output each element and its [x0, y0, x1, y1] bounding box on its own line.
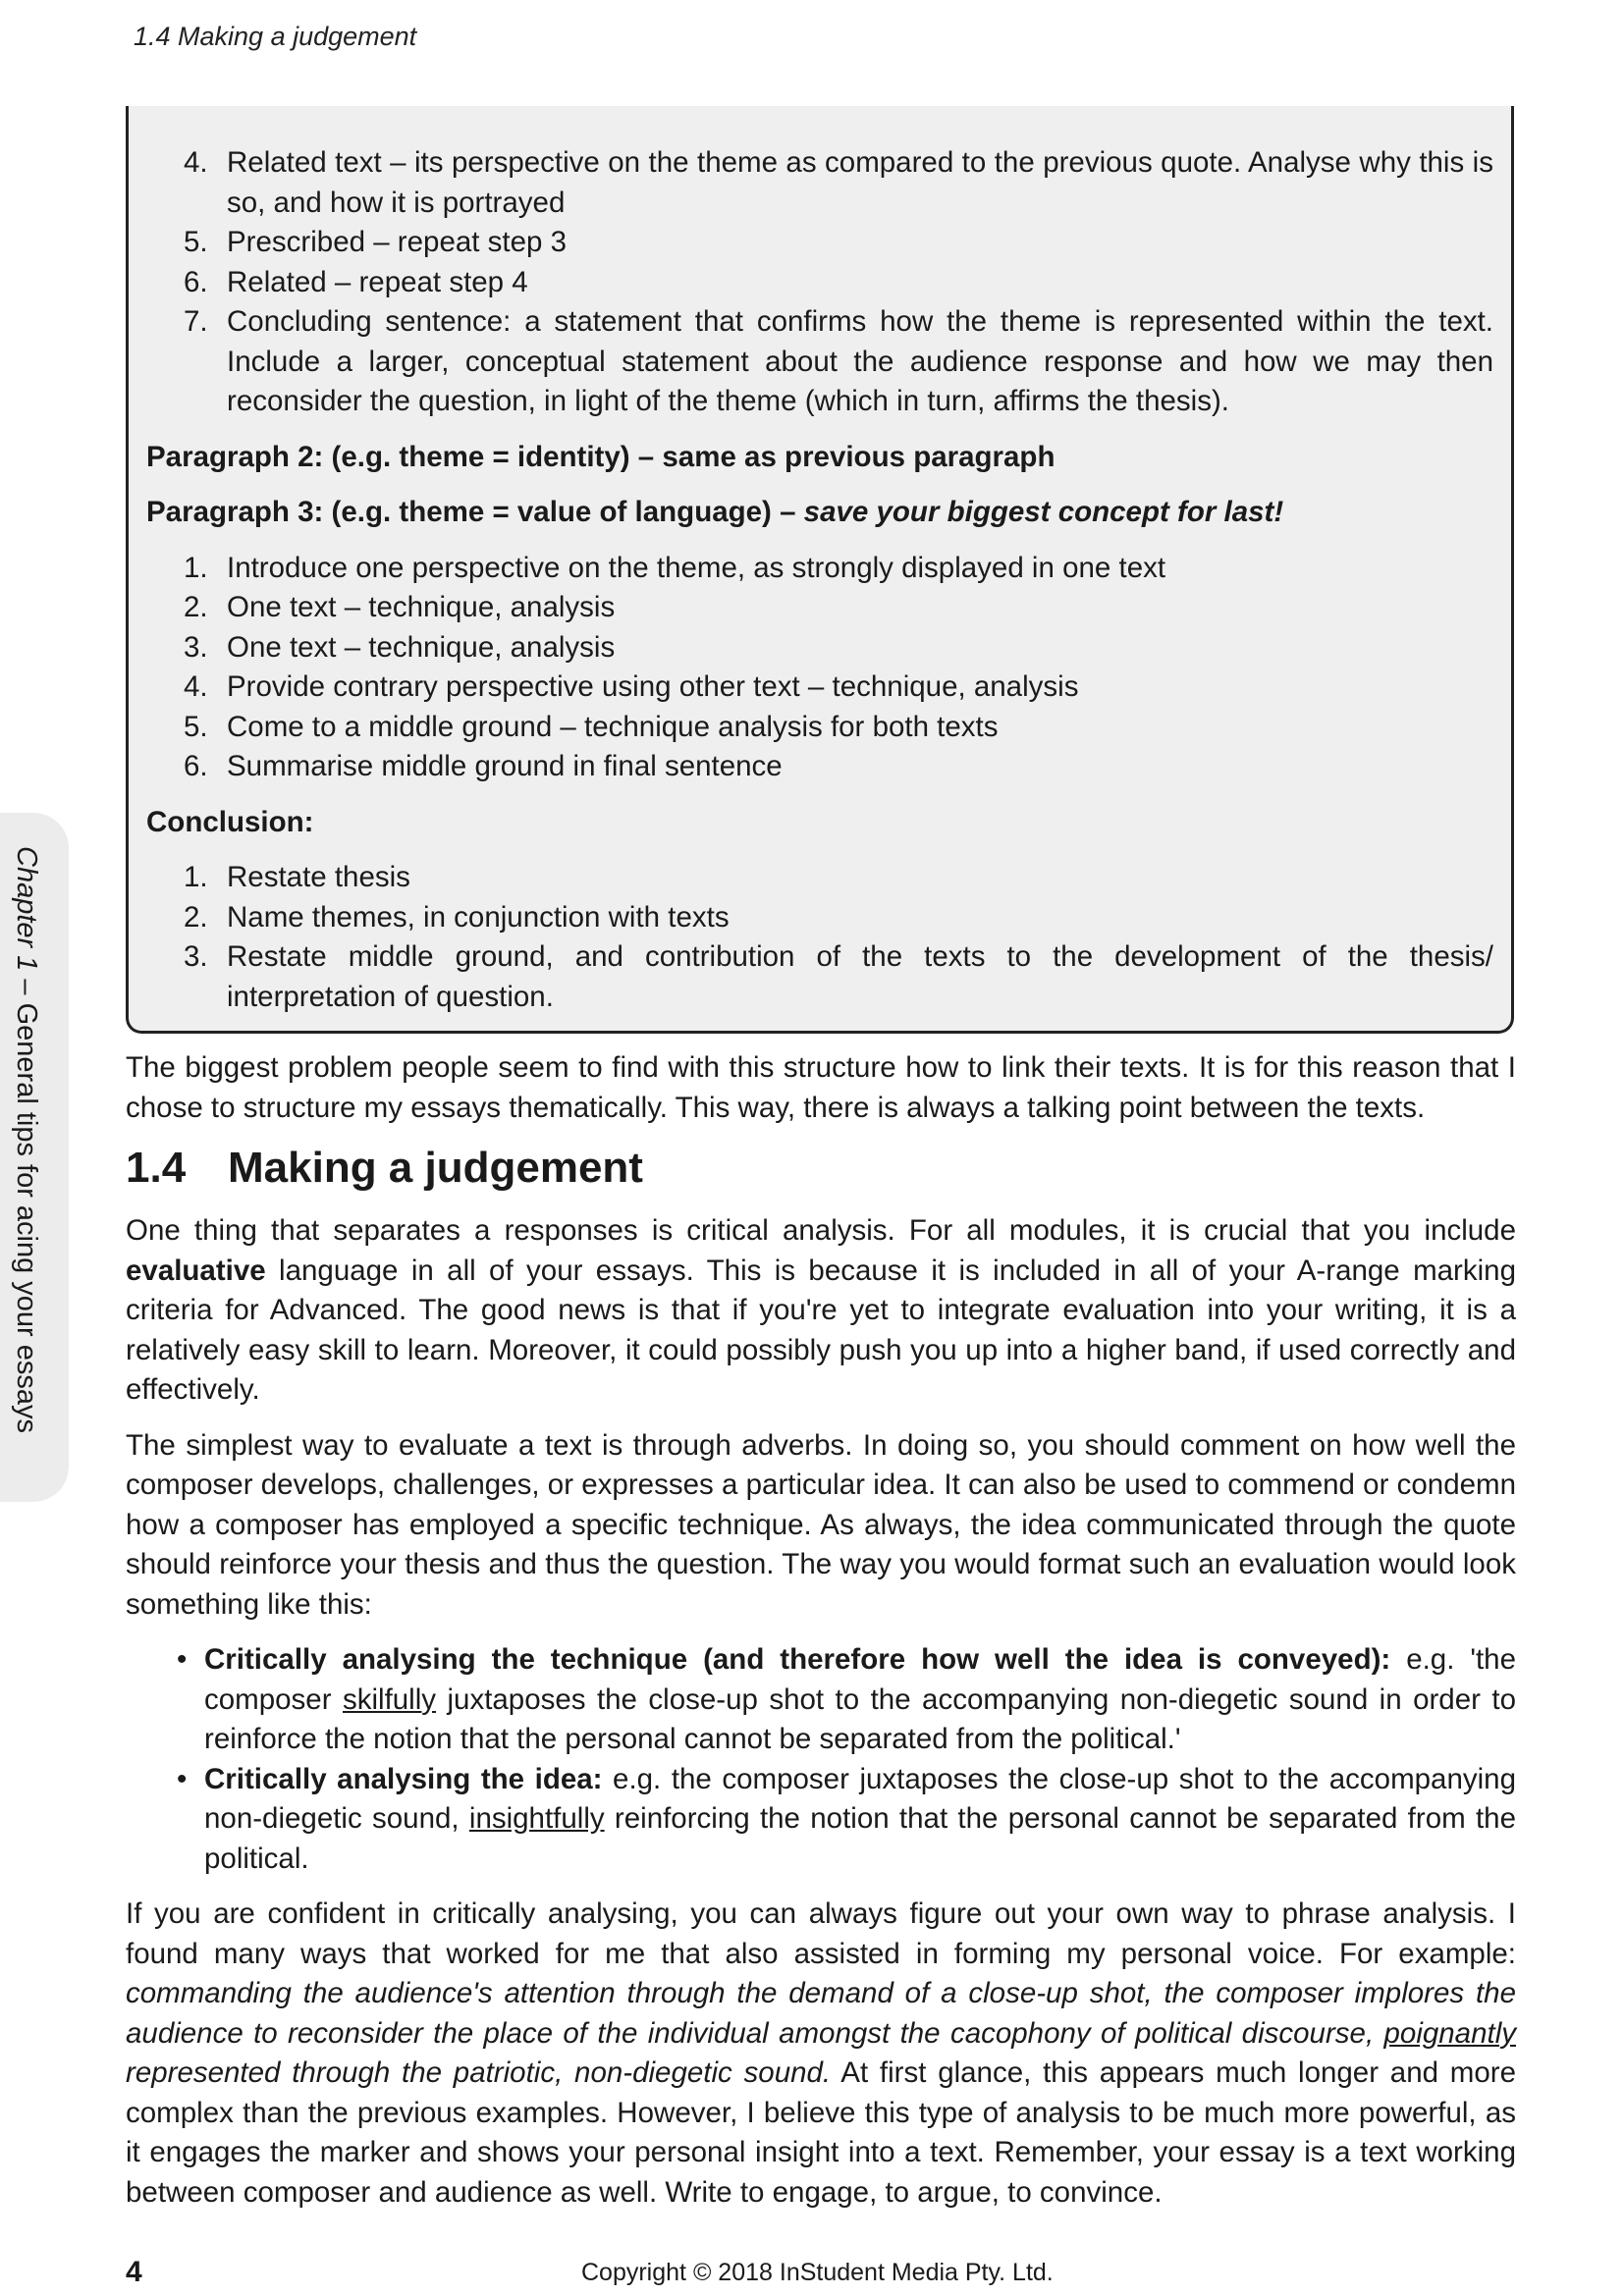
paragraph: [126, 1895, 1516, 2213]
essay-structure-box: [126, 106, 1514, 1034]
italic-example: commanding the audience's attention through the demand of a close-up shot, the composer implores the audience to reconsider the place of the individual amongst the cacophony of political discourse,: [126, 1977, 1516, 2050]
chapter-label: Chapter 1: [11, 846, 42, 972]
text-run: At first glance, this appears much longer and more complex than the previous examples. However, I believe this type of analysis to be much more powerful, as it engages the marker and shows your personal insight into a text. Remember, your essay is a text working between composer and audience as well. Write to engage, to argue, to convince.: [126, 2056, 1516, 2209]
bullet-icon: •: [177, 1643, 188, 1676]
paragraph: [126, 1211, 1516, 1411]
list-item: [126, 1760, 1516, 1880]
list-text: Restate thesis: [227, 861, 410, 893]
section-body: [126, 1211, 1516, 2213]
running-head: 1.4 Making a judgement: [134, 22, 417, 51]
list-text: Restate middle ground, and contribution of the texts to the development of the thesis/ interpretation of question.: [227, 940, 1493, 1013]
list-item: [146, 549, 1493, 589]
list-text: Prescribed – repeat step 3: [227, 226, 568, 258]
list-number: 6.: [184, 265, 208, 298]
section-title: Making a judgement: [228, 1144, 643, 1192]
text-run: juxtaposes the close-up shot to the accompanying non-diegetic sound in order to reinforce the notion that the personal cannot be separated from the political.': [204, 1682, 1516, 1755]
paragraph3-heading-emphasis: save your biggest concept for last!: [803, 496, 1284, 528]
underlined-adverb: skilfully: [342, 1682, 437, 1716]
list-text: Related – repeat step 4: [227, 265, 528, 298]
italic-example: represented through the patriotic, non-diegetic sound.: [126, 2056, 832, 2089]
list-number: 3.: [184, 940, 208, 973]
list-number: 4.: [184, 670, 208, 703]
list-text: Name themes, in conjunction with texts: [227, 900, 730, 934]
list-text: Summarise middle ground in final sentence: [227, 750, 783, 782]
list-number: 5.: [184, 710, 208, 743]
list-text: Come to a middle ground – technique analysis for both texts: [227, 710, 999, 743]
list-item: [126, 1640, 1516, 1760]
after-box-paragraph: [126, 1048, 1516, 1128]
paragraph3-steps-list: [146, 549, 1493, 787]
bold-term: Critically analysing the idea:: [204, 1762, 603, 1795]
list-number: 3.: [184, 630, 208, 664]
conclusion-steps-list: [146, 858, 1493, 1017]
page-number: 4: [126, 2256, 142, 2288]
list-number: 1.: [184, 861, 208, 893]
paragraph3-heading: [146, 493, 1493, 533]
conclusion-heading: Conclusion:: [146, 805, 314, 838]
list-item: [146, 708, 1493, 748]
list-item: [146, 858, 1493, 898]
paragraph: The biggest problem people seem to find with this structure how to link their texts. It is for this reason that I chose to structure my essays thematically. This way, there is always a talking point between the texts.: [126, 1051, 1516, 1124]
list-item: [146, 628, 1493, 668]
list-text: One text – technique, analysis: [227, 591, 616, 623]
list-text: Related text – its perspective on the theme as compared to the previous quote. Analyse why this is so, and how it is portrayed: [227, 146, 1493, 219]
list-number: 4.: [184, 146, 208, 179]
list-item: [146, 747, 1493, 787]
list-text: One text – technique, analysis: [227, 630, 616, 664]
chapter-side-tab-label: [10, 846, 42, 1433]
text-run: e.g. the composer juxtaposes the close-up shot to the accompanying non-diegetic sound,: [204, 1762, 1516, 1835]
text-run: reinforcing the notion that the personal cannot be separated from the political.: [204, 1802, 1516, 1875]
list-number: 2.: [184, 900, 208, 934]
text-run: e.g. 'the composer: [204, 1643, 1516, 1716]
list-item: [146, 588, 1493, 628]
list-number: 5.: [184, 226, 208, 258]
list-number: 2.: [184, 591, 208, 623]
list-item: [146, 937, 1493, 1017]
chapter-title: – General tips for acing your essays: [11, 971, 42, 1434]
list-item: [146, 223, 1493, 263]
underlined-adverb: insightfully: [468, 1802, 605, 1835]
list-item: [146, 143, 1493, 223]
list-item: [146, 302, 1493, 422]
list-item: [146, 263, 1493, 303]
list-text: Concluding sentence: a statement that confirms how the theme is represented within the text. Include a larger, conceptual statement about the audience response and how we may then reconsider the question, in light of the theme (which in turn, affirms the thesis).: [227, 305, 1493, 417]
copyright-notice: Copyright © 2018 InStudent Media Pty. Ltd.: [581, 2259, 1054, 2286]
list-number: 1.: [184, 551, 208, 584]
text-run: One thing that separates a responses is critical analysis. For all modules, it is crucial that you include: [126, 1214, 1516, 1247]
list-text: Introduce one perspective on the theme, as strongly displayed in one text: [227, 551, 1166, 584]
bold-term: Critically analysing the technique (and therefore how well the idea is conveyed):: [204, 1643, 1391, 1676]
list-text: Provide contrary perspective using other text – technique, analysis: [227, 670, 1079, 703]
evaluation-bullets: [126, 1640, 1516, 1879]
list-item: [146, 667, 1493, 708]
underlined-adverb: poignantly: [1383, 2016, 1516, 2050]
bullet-icon: •: [177, 1762, 188, 1795]
paragraph3-heading-text: Paragraph 3: (e.g. theme = value of language) –: [146, 496, 804, 528]
text-run: If you are confident in critically analysing, you can always figure out your own way to phrase analysis. I found many ways that worked for me that also assisted in forming my personal voice. For example:: [126, 1897, 1516, 1970]
paragraph1-steps-list: [146, 143, 1493, 422]
bold-term: evaluative: [126, 1254, 266, 1287]
section-heading: [126, 1144, 643, 1193]
text-run: language in all of your essays. This is because it is included in all of your A-range marking criteria for Advanced. The good news is that if you're yet to integrate evaluation into your writing, it is a relatively easy skill to learn. Moreover, it could possibly push you up into a higher band, if used correctly and effectively.: [126, 1254, 1516, 1406]
list-item: [146, 898, 1493, 938]
paragraph2-heading: Paragraph 2: (e.g. theme = identity) – same as previous paragraph: [146, 440, 1056, 473]
list-number: 6.: [184, 750, 208, 782]
section-number: 1.4: [126, 1144, 187, 1192]
paragraph: The simplest way to evaluate a text is through adverbs. In doing so, you should comment on how well the composer develops, challenges, or expresses a particular idea. It can also be used to commend or condemn how a composer has employed a specific technique. As always, the idea communicated through the quote should reinforce your thesis and thus the question. The way you would format such an evaluation would look something like this:: [126, 1428, 1516, 1621]
list-number: 7.: [184, 305, 208, 338]
